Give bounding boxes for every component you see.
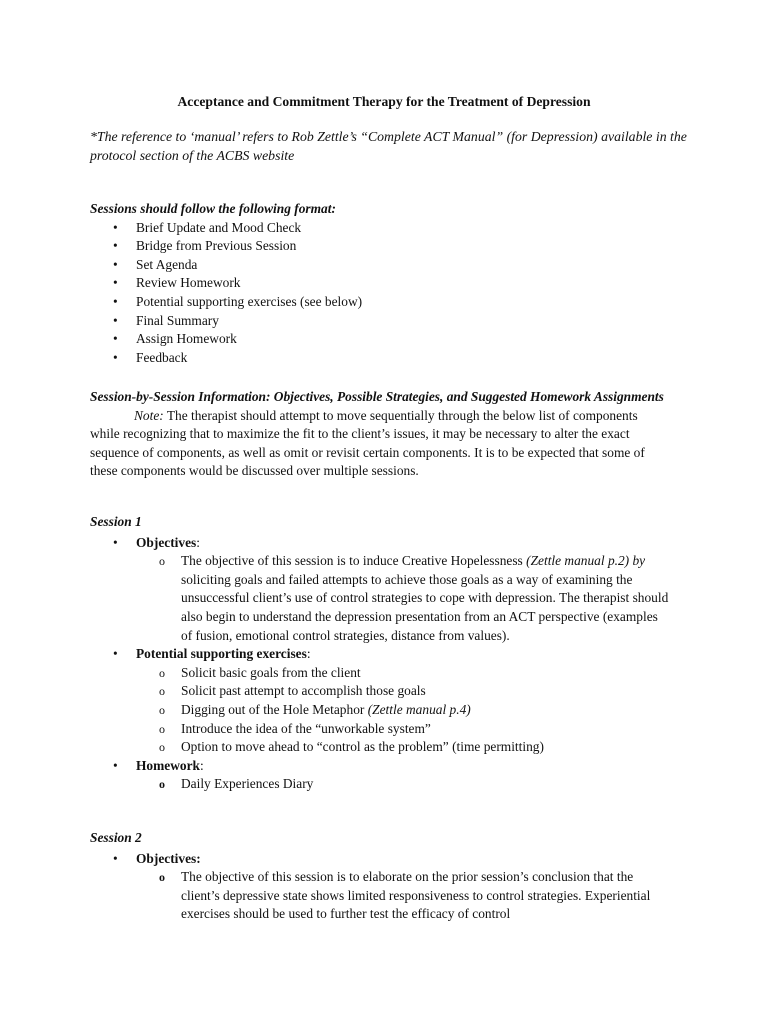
objectives-sublist (90, 868, 670, 924)
session-1-section (90, 513, 670, 794)
format-item: • Assign Homework (90, 330, 690, 349)
session-1-homework (90, 757, 670, 794)
session-2-list (90, 850, 670, 924)
document-title: Acceptance and Commitment Therapy for the Treatment of Depression (177, 94, 591, 109)
exercise-item: o Solicit basic goals from the client (90, 664, 670, 683)
format-item: • Set Agenda (90, 256, 690, 275)
format-item: • Review Homework (90, 274, 690, 293)
note-paragraph (90, 407, 670, 481)
exercise-item: o Introduce the idea of the “unworkable system” (90, 720, 670, 739)
session-info-section (90, 388, 670, 481)
info-heading: Session-by-Session Information: Objectives, Possible Strategies, and Suggested Homework Assignments (90, 389, 664, 404)
objectives-sublist (90, 552, 670, 645)
homework-colon: : (199, 757, 204, 773)
session-1-list (90, 534, 670, 794)
session-1-exercises (90, 645, 670, 757)
format-list (90, 219, 690, 368)
session-2-objectives (90, 850, 670, 924)
objectives-label: Objectives (136, 534, 197, 550)
exercises-label: Potential supporting exercises (136, 646, 307, 662)
exercises-colon: : (306, 646, 311, 662)
objective-text: o The objective of this session is to elaborate on the prior session’s conclusion that the client’s depressive state shows limited responsiveness to control strategies. Experiential exercises should be used to further test the efficacy of control (90, 868, 670, 924)
homework-label: Homework (136, 757, 200, 773)
objectives-label: Objectives: (136, 850, 201, 866)
format-heading: Sessions should follow the following format: (90, 201, 336, 216)
objectives-colon: : (196, 534, 200, 550)
session-2-section (90, 829, 670, 924)
note-text: The therapist should attempt to move sequentially through the below list of components while recognizing that to maximize the fit to the client’s issues, it may be necessary to alter the exact sequence of components, as well as omit or revisit certain components. It is to be expected that some of these components would be discussed over multiple sessions. (90, 407, 645, 479)
session-1-objectives (90, 534, 670, 646)
session-2-heading: Session 2 (90, 830, 142, 845)
format-item: • Feedback (90, 349, 690, 368)
exercises-sublist (90, 664, 670, 757)
homework-sublist (90, 775, 670, 794)
manual-reference-note: *The reference to ‘manual’ refers to Rob Zettle’s “Complete ACT Manual” (for Depression) available in the protocol section of the ACBS website (90, 129, 687, 163)
session-1-heading: Session 1 (90, 514, 142, 529)
note-label: Note: (134, 407, 164, 423)
session-format-section (90, 200, 690, 367)
exercise-item: o Digging out of the Hole Metaphor (Zettle manual p.4) (90, 701, 670, 720)
format-item: • Bridge from Previous Session (90, 237, 690, 256)
exercise-item: o Solicit past attempt to accomplish those goals (90, 682, 670, 701)
format-item: • Final Summary (90, 312, 690, 331)
format-item: • Brief Update and Mood Check (90, 219, 690, 238)
objective-text: o The objective of this session is to induce Creative Hopelessness (Zettle manual p.2) by soliciting goals and failed attempts to achieve those goals as a way of examining the unsuccessful client’s use of control strategies to cope with depression. The therapist should also begin to understand the depression presentation from an ACT perspective (examples of fusion, emotional control strategies, distance from values). (90, 552, 670, 645)
exercise-item: o Option to move ahead to “control as the problem” (time permitting) (90, 738, 670, 757)
homework-item: o Daily Experiences Diary (90, 775, 670, 794)
format-item: • Potential supporting exercises (see below) (90, 293, 690, 312)
